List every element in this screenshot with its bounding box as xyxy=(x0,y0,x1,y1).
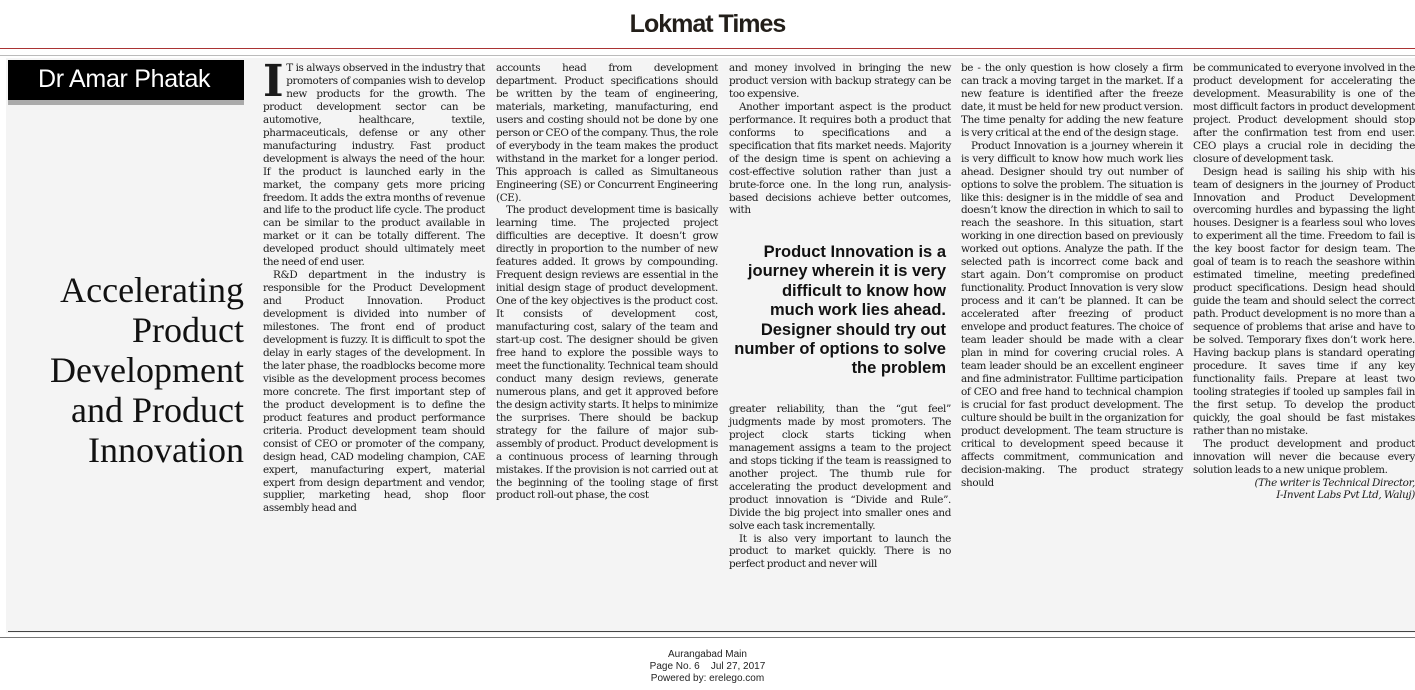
headline-line: Development xyxy=(50,350,244,390)
paragraph-text: T is always observed in the industry that promoters of companies wish to develop new products for the growth. The product development sector can be automotive, healthcare, textile, pharmaceuticals, defense or any other manufacturing industry. Fast product development is always the need of the hour. If the product is launched early in the market, the company gets more pricing freedom. It adds the extra months of revenue and life to the product life cycle. The product can be similar to the product available in market or it can be totally different. The developed product should ultimately meet the need of end user. xyxy=(263,62,485,269)
article-paragraph: be communicated to everyone involved in the product development for accelerating the development. Measurability is one of the most difficult factors in product development project. Product development should stop after the confirmation test from end user. CEO plays a crucial role in deciding the closure of development task. xyxy=(1193,62,1415,165)
powered-by-link[interactable]: Powered by: erelego.com xyxy=(650,673,765,684)
article-paragraph: R&D department in the industry is responsible for the Product Development and Product Innovation. Product development is divided into number of milestones. The front end of product development is fuzzy. It is difficult to spot the delay in early stages of the development. In the later phase, the roadblocks become more visible as the development process becomes more concrete. The first important step of the product development is to define the product features and product performance criteria. Product development team should consist of CEO or promoter of the company, design head, CAD modeling champion, CAE expert, manufacturing expert, material expert from design department and vendor, supplier, marketing head, shop floor assembly head and xyxy=(263,269,485,515)
article-paragraph: greater reliability, than the “gut feel” judgments made by most promoters. The project clock starts ticking when management assigns a team to the project and stops ticking if the team is reassigned to another project. The thumb rule for accelerating the product development and product innovation is “Divide and Rule”. Divide the big project into smaller ones and solve each task incrementally. xyxy=(729,403,951,532)
article-paragraph: Design head is sailing his ship with his team of designers in the journey of Product Innovation and Product Development overcoming hurdles and bypassing the light houses. Designer is a fearless soul who loves to experiment all the time. Freedom to fail is the key boost factor for design team. The goal of team is to reach the seashore within estimated timeline, meeting predefined product specifications. Design head should guide the team and should select the correct path. Product development is no more than a sequence of problems that arise and have to be solved. Temporary fixes don’t work here. Having backup plans is standard operating procedure. It saves time if any key functionality fails. Prepare at least two tooling strategies if tooled up samples fail in the first setup. To develop the product quickly, the goal should be fast mistakes rather than no mistake. xyxy=(1193,165,1415,437)
headline-line: Accelerating xyxy=(60,270,244,310)
drop-cap: I xyxy=(263,56,284,107)
article-column-3-bottom xyxy=(729,403,951,571)
article-paragraph: Product Innovation is a journey wherein it is very difficult to know how much work lies ahead. Designer should try out number of options to solve the problem. The situation is like this: designer is in the middle of sea and doesn’t know the direction in which to sail to reach the seashore. In this situation, start working in one direction based on previously worked out options. Analyze the path. If the selected path is incorrect come back and start again. Don’t compromise on product functionality. Product Innovation is very slow process and it can’t be planned. It can be accelerated after freezing of product envelope and product features. The choice of team leader should be made with a clear plan in mind for covering crucial roles. A team leader should be an excellent engineer and fine administrator. Fulltime participation of CEO and free hand to technical champion is crucial for fast product development. The culture should be built in the organization for product development. The team structure is critical to development speed because it affects commitment, communication and decision-making. The product strategy should xyxy=(961,139,1183,489)
page-top-rule xyxy=(0,55,1415,56)
article-paragraph: The product development and product innovation will never die because every solution leads to a new unique problem. xyxy=(1193,437,1415,476)
article-paragraph xyxy=(263,56,485,269)
edition-name: Aurangabad Main xyxy=(668,649,747,660)
article-paragraph: and money involved in bringing the new product version with backup strategy can be too expensive. xyxy=(729,62,951,100)
article-column-2 xyxy=(496,62,718,502)
article-paragraph: be - the only question is how closely a firm can track a moving target in the market. If a new feature is identified after the freeze date, it must be held for new product version. The time penalty for adding the new feature is very critical at the end of the design stage. xyxy=(961,62,1183,139)
byline-shadow xyxy=(8,100,244,105)
article-paragraph: The product development time is basically learning time. The projected project difficulties are deceptive. It doesn’t grow directly in proportion to the number of new features added. It grows by compounding. Frequent design reviews are essential in the initial design stage of product development. One of the key objectives is the product cost. It consists of development cost, manufacturing cost, salary of the team and start-up cost. The designer should be given free hand to explore the possible ways to meet the functionality. Technical team should conduct many design reviews, generate numerous plans, and get it approved before the design activity starts. It helps to minimize the surprises. There should be backup strategy for the failure of major sub-assembly of product. Product development is a continuous process of learning through mistakes. If the provision is not carried out at the beginning of the tooling stage of first product roll-out phase, the cost xyxy=(496,204,718,502)
writer-credit: (The writer is Technical Director, xyxy=(1254,476,1415,489)
article-column-1 xyxy=(263,56,485,515)
headline-line: Innovation xyxy=(88,430,244,470)
page-bottom-rule xyxy=(8,631,1415,632)
writer-credit: I-Invent Labs Pvt Ltd, Waluj) xyxy=(1276,489,1415,502)
masthead-rule xyxy=(0,48,1415,49)
page-number-date: Page No. 6 Jul 27, 2017 xyxy=(649,661,766,672)
page-footer xyxy=(0,649,1415,685)
pull-quote: Product Innovation is a journey wherein it is very difficult to know how much work lies ahead. Designer should try out number of options to solve the problem xyxy=(734,243,946,378)
author-byline: Dr Amar Phatak xyxy=(8,60,244,100)
article-paragraph: It is also very important to launch the product to market quickly. There is no perfect product and never will xyxy=(729,532,951,571)
article-headline xyxy=(10,270,244,470)
footer-rule xyxy=(0,637,1415,638)
article-column-5 xyxy=(1193,62,1415,502)
headline-line: Product xyxy=(132,310,244,350)
article-paragraph: Another important aspect is the product performance. It requires both a product that conforms to specifications and a specification that fits market needs. Majority of the design time is spent on achieving a cost-effective solution rather than just a brute-force one. In the long run, analysis-based decisions achieve better outcomes, with xyxy=(729,100,951,217)
article-column-3-top xyxy=(729,62,951,217)
newspaper-masthead: Lokmat Times xyxy=(629,10,786,38)
article-column-4 xyxy=(961,62,1183,489)
headline-line: and Product xyxy=(71,390,244,430)
article-paragraph: accounts head from development department. Product specifications should be written by the team of engineering, materials, marketing, manufacturing, end users and costing should not be done by one person or CEO of the company. Thus, the role of everybody in the team makes the product withstand in the market for a longer period. This approach is called as Simultaneous Engineering (SE) or Concurrent Engineering (CE). xyxy=(496,62,718,204)
